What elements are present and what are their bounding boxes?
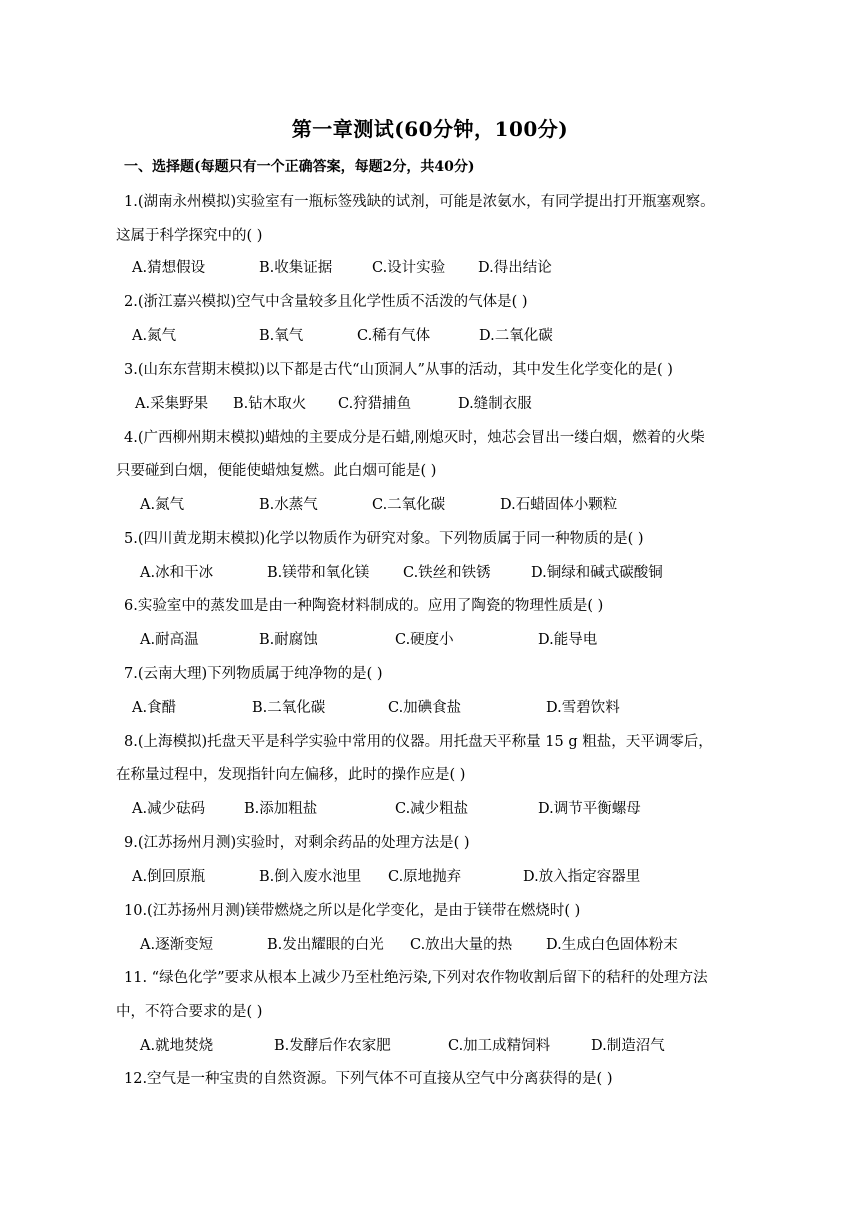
question-5-option-c: C.铁丝和铁锈: [403, 565, 491, 581]
question-2-option-c: C.稀有气体: [357, 328, 431, 344]
question-3-option-a: A.采集野果: [135, 396, 209, 412]
question-3-line-1: 3.(山东东营期末模拟)以下都是古代“山顶洞人”从事的活动，其中发生化学变化的是( ): [124, 362, 673, 378]
question-6-option-d: D.能导电: [538, 632, 598, 648]
question-9-option-b: B.倒入废水池里: [259, 869, 362, 885]
question-9-line-1: 9.(江苏扬州月测)实验时，对剩余药品的处理方法是( ): [124, 835, 470, 851]
question-3-option-d: D.缝制衣服: [458, 396, 532, 412]
question-9-option-c: C.原地抛弃: [388, 869, 462, 885]
question-4-option-c: C.二氧化碳: [372, 497, 446, 513]
question-8-option-a: A.减少砝码: [132, 801, 206, 817]
question-8-line-2: 在称量过程中，发现指针向左偏移，此时的操作应是( ): [116, 767, 466, 783]
question-4-option-a: A.氮气: [140, 497, 185, 513]
question-10-option-c: C.放出大量的热: [410, 937, 513, 953]
question-10-option-d: D.生成白色固体粉末: [546, 937, 678, 953]
question-4-line-1: 4.(广西柳州期末模拟)蜡烛的主要成分是石蜡,刚熄灭时，烛芯会冒出一缕白烟，燃着的火柴: [124, 430, 705, 446]
question-9-option-a: A.倒回原瓶: [132, 869, 206, 885]
question-1-option-d: D.得出结论: [478, 260, 552, 276]
question-8-option-b: B.添加粗盐: [244, 801, 318, 817]
question-10-option-a: A.逐渐变短: [140, 937, 214, 953]
question-1-line-2: 这属于科学探究中的( ): [116, 228, 263, 244]
question-1-option-a: A.猜想假设: [132, 260, 206, 276]
question-12-line-1: 12.空气是一种宝贵的自然资源。下列气体不可直接从空气中分离获得的是( ): [124, 1071, 613, 1087]
question-6-line-1: 6.实验室中的蒸发皿是由一种陶瓷材料制成的。应用了陶瓷的物理性质是( ): [124, 598, 604, 614]
question-11-line-2: 中，不符合要求的是( ): [116, 1004, 263, 1020]
question-10-line-1: 10.(江苏扬州月测)镁带燃烧之所以是化学变化，是由于镁带在燃烧时( ): [124, 903, 581, 919]
question-6-option-c: C.硬度小: [395, 632, 454, 648]
question-10-option-b: B.发出耀眼的白光: [267, 937, 384, 953]
question-4-option-b: B.水蒸气: [259, 497, 318, 513]
question-7-option-b: B.二氧化碳: [252, 700, 326, 716]
question-6-option-b: B.耐腐蚀: [259, 632, 318, 648]
question-11-line-1: 11. “绿色化学”要求从根本上减少乃至杜绝污染,下列对农作物收割后留下的秸秆的处理方法: [124, 970, 708, 986]
question-2-line-1: 2.(浙江嘉兴模拟)空气中含量较多且化学性质不活泼的气体是( ): [124, 294, 528, 310]
question-2-option-a: A.氮气: [132, 328, 177, 344]
question-5-option-a: A.冰和干冰: [140, 565, 214, 581]
question-4-option-d: D.石蜡固体小颗粒: [500, 497, 618, 513]
question-1-line-1: 1.(湖南永州模拟)实验室有一瓶标签残缺的试剂，可能是浓氨水，有同学提出打开瓶塞观察。: [124, 194, 715, 210]
question-5-line-1: 5.(四川黄龙期末模拟)化学以物质作为研究对象。下列物质属于同一种物质的是( ): [124, 531, 644, 547]
question-3-option-b: B.钻木取火: [233, 396, 307, 412]
question-3-option-c: C.狩猎捕鱼: [338, 396, 412, 412]
question-7-line-1: 7.(云南大理)下列物质属于纯净物的是( ): [124, 666, 383, 682]
question-6-option-a: A.耐高温: [140, 632, 199, 648]
question-8-line-1: 8.(上海模拟)托盘天平是科学实验中常用的仪器。用托盘天平称量 15 g 粗盐，天平调零后，: [124, 734, 713, 750]
question-7-option-d: D.雪碧饮料: [546, 700, 620, 716]
question-1-option-c: C.设计实验: [372, 260, 446, 276]
question-7-option-c: C.加碘食盐: [388, 700, 462, 716]
question-5-option-b: B.镁带和氧化镁: [267, 565, 370, 581]
question-2-option-d: D.二氧化碳: [479, 328, 553, 344]
question-11-option-d: D.制造沼气: [591, 1038, 665, 1054]
question-2-option-b: B.氧气: [259, 328, 304, 344]
page-title: 第一章测试(60分钟，100分): [291, 117, 569, 141]
question-5-option-d: D.铜绿和碱式碳酸铜: [531, 565, 663, 581]
question-1-option-b: B.收集证据: [259, 260, 333, 276]
question-8-option-d: D.调节平衡螺母: [538, 801, 641, 817]
question-11-option-a: A.就地焚烧: [140, 1038, 214, 1054]
question-4-line-2: 只要碰到白烟，便能使蜡烛复燃。此白烟可能是( ): [116, 463, 437, 479]
section-heading: 一、选择题(每题只有一个正确答案，每题2分，共40分): [124, 159, 475, 175]
question-11-option-c: C.加工成精饲料: [448, 1038, 551, 1054]
question-9-option-d: D.放入指定容器里: [523, 869, 641, 885]
question-7-option-a: A.食醋: [132, 700, 177, 716]
question-11-option-b: B.发酵后作农家肥: [274, 1038, 391, 1054]
question-8-option-c: C.减少粗盐: [395, 801, 469, 817]
